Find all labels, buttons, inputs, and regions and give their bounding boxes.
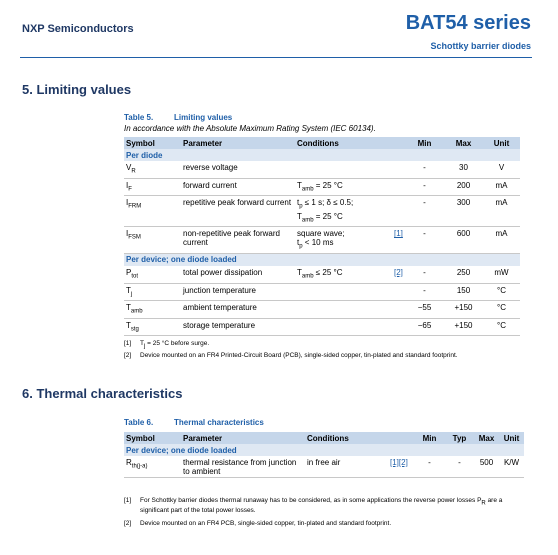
table-row: [124, 266, 520, 283]
header-cell: [392, 137, 406, 149]
unit-cell: mA: [484, 178, 520, 196]
conditions-cell: in free air: [305, 456, 388, 478]
header-cell: Typ: [446, 432, 474, 444]
parameter-cell: total power dissipation: [181, 266, 295, 283]
min-cell: -: [406, 178, 444, 196]
table-row: [124, 456, 524, 478]
table-header-row: [124, 432, 524, 444]
footnote-number: [1]: [124, 497, 132, 504]
min-cell: -: [406, 227, 444, 254]
footnote-number: [2]: [124, 520, 132, 527]
conditions-cell: [295, 283, 392, 301]
header-cell: Min: [406, 137, 444, 149]
conditions-cell: $T_{amb} \le 25$ °C: [295, 266, 392, 283]
table-5-title: Limiting values: [174, 113, 233, 122]
footnote-number: [2]: [124, 352, 132, 359]
header-cell: Conditions: [305, 432, 388, 444]
reference-cell: [392, 283, 406, 301]
footnote-text: For Schottky barrier diodes thermal runaway has to be considered, as in some applications the reverse power losses $P_R$ are a significant part of the total power losses.: [140, 497, 503, 515]
header-cell: Conditions: [295, 137, 392, 149]
min-cell: -: [406, 283, 444, 301]
reference-cell: [392, 196, 406, 227]
table-6-title: Thermal characteristics: [174, 418, 264, 427]
conditions-cell: [295, 301, 392, 319]
table-row: [124, 227, 520, 254]
group-label: Per device; one diode loaded: [124, 253, 520, 266]
typ-cell: -: [446, 456, 474, 478]
table-5-label: Table 5.: [124, 113, 154, 122]
symbol-cell: $T_j$: [124, 283, 181, 301]
table-row: [124, 301, 520, 319]
min-cell: −65: [406, 318, 444, 336]
header-rule: [20, 57, 532, 58]
footnote: [124, 520, 524, 528]
conditions-cell: $t_p \le 1$ s; δ ≤ 0.5; $T_{amb} = 25$ °C: [295, 196, 392, 227]
min-cell: −55: [406, 301, 444, 319]
table-6-label: Table 6.: [124, 418, 154, 427]
reference-cell: [392, 178, 406, 196]
symbol-cell: $I_F$: [124, 178, 181, 196]
footnote-text: $T_j = 25$ °C before surge.: [140, 340, 210, 350]
reference-cell: [392, 161, 406, 178]
group-row: [124, 149, 520, 161]
min-cell: -: [406, 161, 444, 178]
section-5-title: 5. Limiting values: [22, 82, 132, 97]
reference-cell: [392, 301, 406, 319]
parameter-cell: repetitive peak forward current: [181, 196, 295, 227]
conditions-cell: $T_{amb} = 25$ °C: [295, 178, 392, 196]
min-cell: -: [406, 196, 444, 227]
unit-cell: mA: [484, 227, 520, 254]
unit-cell: K/W: [500, 456, 524, 478]
group-row: [124, 253, 520, 266]
min-cell: -: [414, 456, 446, 478]
section-6-title: 6. Thermal characteristics: [22, 386, 183, 401]
table-row: [124, 196, 520, 227]
header-cell: Max: [474, 432, 500, 444]
parameter-cell: forward current: [181, 178, 295, 196]
conditions-cell: [295, 161, 392, 178]
header-cell: Parameter: [181, 137, 295, 149]
symbol-cell: $V_R$: [124, 161, 181, 178]
header-cell: Symbol: [124, 432, 181, 444]
symbol-cell: $R_{th(j-a)}$: [124, 456, 181, 478]
table-row: [124, 161, 520, 178]
group-label: Per diode: [124, 149, 520, 161]
group-row: [124, 444, 524, 456]
table-5-caption: [124, 113, 232, 122]
unit-cell: °C: [484, 318, 520, 336]
reference-cell: [1][2]: [388, 456, 414, 478]
table-row: [124, 318, 520, 336]
product-subtitle: Schottky barrier diodes: [430, 41, 531, 51]
table-row: [124, 178, 520, 196]
symbol-cell: $T_{stg}$: [124, 318, 181, 336]
limiting-values-table: [124, 137, 520, 336]
max-cell: 150: [444, 283, 484, 301]
parameter-cell: thermal resistance from junction to ambient: [181, 456, 305, 478]
header-cell: Max: [444, 137, 484, 149]
unit-cell: V: [484, 161, 520, 178]
header-cell: Symbol: [124, 137, 181, 149]
reference-cell: [392, 318, 406, 336]
parameter-cell: reverse voltage: [181, 161, 295, 178]
header-cell: [388, 432, 414, 444]
table-6-caption: [124, 418, 264, 427]
footnote-text: Device mounted on an FR4 Printed-Circuit Board (PCB), single-sided copper, tin-plated and standard footprint.: [140, 352, 458, 359]
parameter-cell: non-repetitive peak forward current: [181, 227, 295, 254]
header-cell: Parameter: [181, 432, 305, 444]
max-cell: 600: [444, 227, 484, 254]
conditions-cell: square wave; $t_p < 10$ ms: [295, 227, 392, 254]
max-cell: 500: [474, 456, 500, 478]
parameter-cell: ambient temperature: [181, 301, 295, 319]
table-5-subtitle: In accordance with the Absolute Maximum Rating System (IEC 60134).: [124, 124, 376, 133]
header-cell: Min: [414, 432, 446, 444]
header-cell: Unit: [484, 137, 520, 149]
header-cell: Unit: [500, 432, 524, 444]
table-row: [124, 283, 520, 301]
footnote-text: Device mounted on an FR4 PCB, single-sided copper, tin-plated and standard footprint.: [140, 520, 392, 527]
unit-cell: °C: [484, 283, 520, 301]
max-cell: +150: [444, 318, 484, 336]
max-cell: 200: [444, 178, 484, 196]
table-header-row: [124, 137, 520, 149]
max-cell: 30: [444, 161, 484, 178]
reference-cell: [2]: [392, 266, 406, 283]
footnote: [124, 352, 524, 360]
max-cell: 250: [444, 266, 484, 283]
reference-cell: [1]: [392, 227, 406, 254]
conditions-cell: [295, 318, 392, 336]
unit-cell: mW: [484, 266, 520, 283]
symbol-cell: $I_{FRM}$: [124, 196, 181, 227]
footnote: [124, 497, 524, 515]
max-cell: +150: [444, 301, 484, 319]
parameter-cell: storage temperature: [181, 318, 295, 336]
unit-cell: °C: [484, 301, 520, 319]
company-name: NXP Semiconductors: [22, 23, 134, 35]
max-cell: 300: [444, 196, 484, 227]
symbol-cell: $P_{tot}$: [124, 266, 181, 283]
product-title: BAT54 series: [405, 12, 531, 34]
footnote: [124, 340, 524, 350]
footnote-number: [1]: [124, 340, 132, 347]
unit-cell: mA: [484, 196, 520, 227]
group-label: Per device; one diode loaded: [124, 444, 524, 456]
parameter-cell: junction temperature: [181, 283, 295, 301]
symbol-cell: $T_{amb}$: [124, 301, 181, 319]
symbol-cell: $I_{FSM}$: [124, 227, 181, 254]
min-cell: -: [406, 266, 444, 283]
thermal-characteristics-table: [124, 432, 524, 478]
